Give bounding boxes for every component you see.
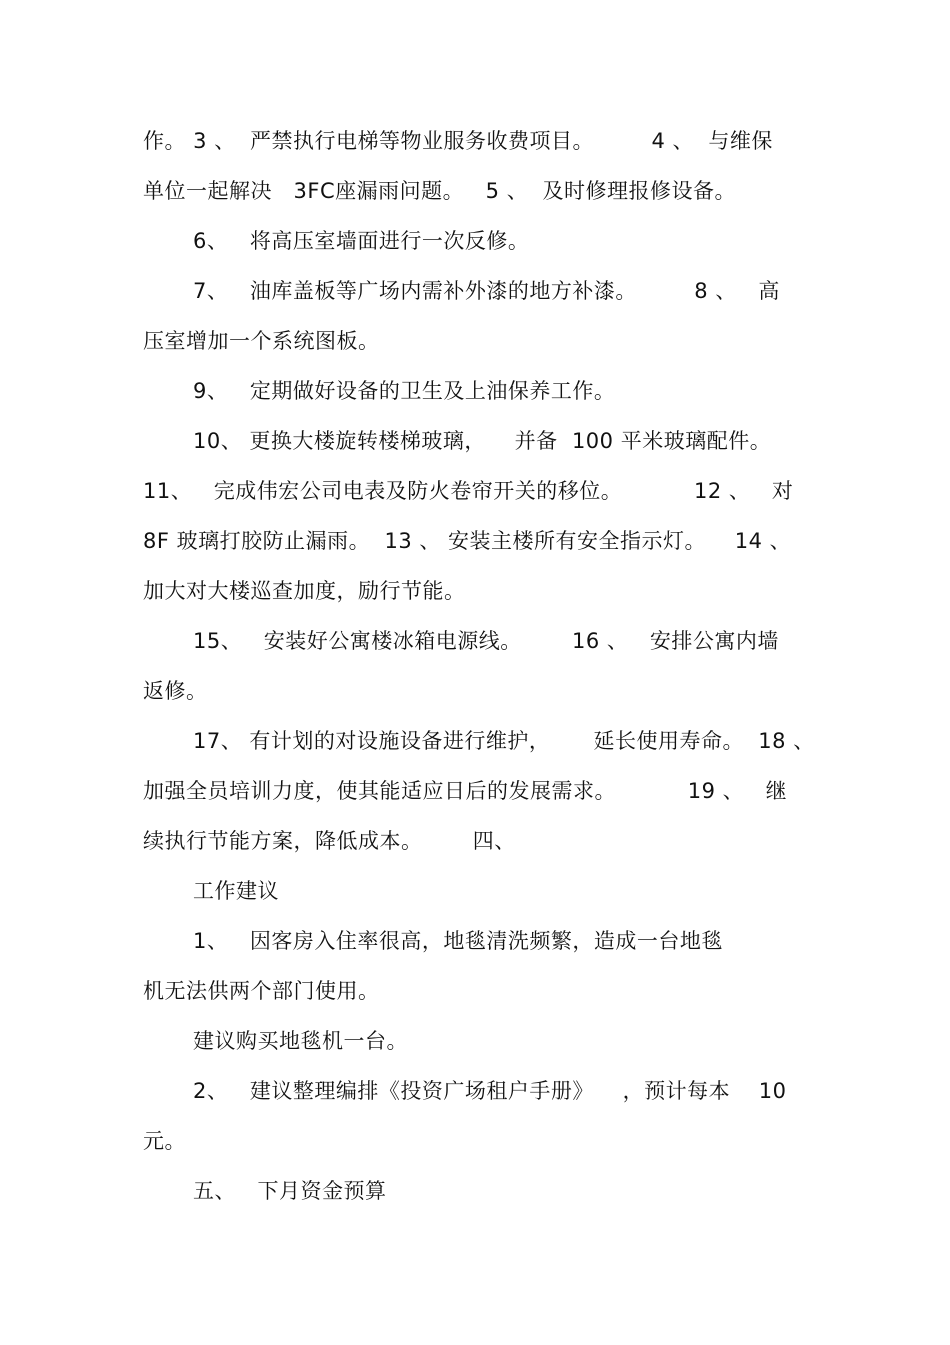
text-line: 2、 建议整理编排《投资广场租户手册》 ，预计每本 10 [193, 1079, 787, 1103]
text-line: 压室增加一个系统图板。 [143, 329, 380, 353]
text-line: 元。 [143, 1129, 186, 1153]
text-line: 工作建议 [193, 879, 279, 903]
text-line: 作。 3 、 严禁执行电梯等物业服务收费项目。 4 、 与维保 [143, 129, 773, 153]
text-line: 11、 完成伟宏公司电表及防火卷帘开关的移位。 12 、 对 [143, 479, 794, 503]
text-line: 建议购买地毯机一台。 [193, 1029, 408, 1053]
text-line: 9、 定期做好设备的卫生及上油保养工作。 [193, 379, 616, 403]
text-line: 7、 油库盖板等广场内需补外漆的地方补漆。 8 、 高 [193, 279, 780, 303]
text-line: 单位一起解决 3FC座漏雨问题。 5 、 及时修理报修设备。 [143, 179, 737, 203]
text-line: 加强全员培训力度，使其能适应日后的发展需求。 19 、 继 [143, 779, 788, 803]
text-line: 17、 有计划的对设施设备进行维护， 延长使用寿命。 18 、 [193, 729, 815, 753]
text-line: 五、 下月资金预算 [193, 1179, 387, 1203]
text-line: 1、 因客房入住率很高，地毯清洗频繁，造成一台地毯 [193, 929, 723, 953]
text-line: 8F 玻璃打胶防止漏雨。 13 、 安装主楼所有安全指示灯。 14 、 [143, 529, 792, 553]
text-line: 续执行节能方案，降低成本。 四、 [143, 829, 516, 853]
text-line: 机无法供两个部门使用。 [143, 979, 380, 1003]
text-line: 15、 安装好公寓楼冰箱电源线。 16 、 安排公寓内墙 [193, 629, 779, 653]
text-line: 6、 将高压室墙面进行一次反修。 [193, 229, 530, 253]
text-line: 10、 更换大楼旋转楼梯玻璃， 并备 100 平米玻璃配件。 [193, 429, 772, 453]
text-line: 返修。 [143, 679, 208, 703]
text-line: 加大对大楼巡查加度，励行节能。 [143, 579, 466, 603]
